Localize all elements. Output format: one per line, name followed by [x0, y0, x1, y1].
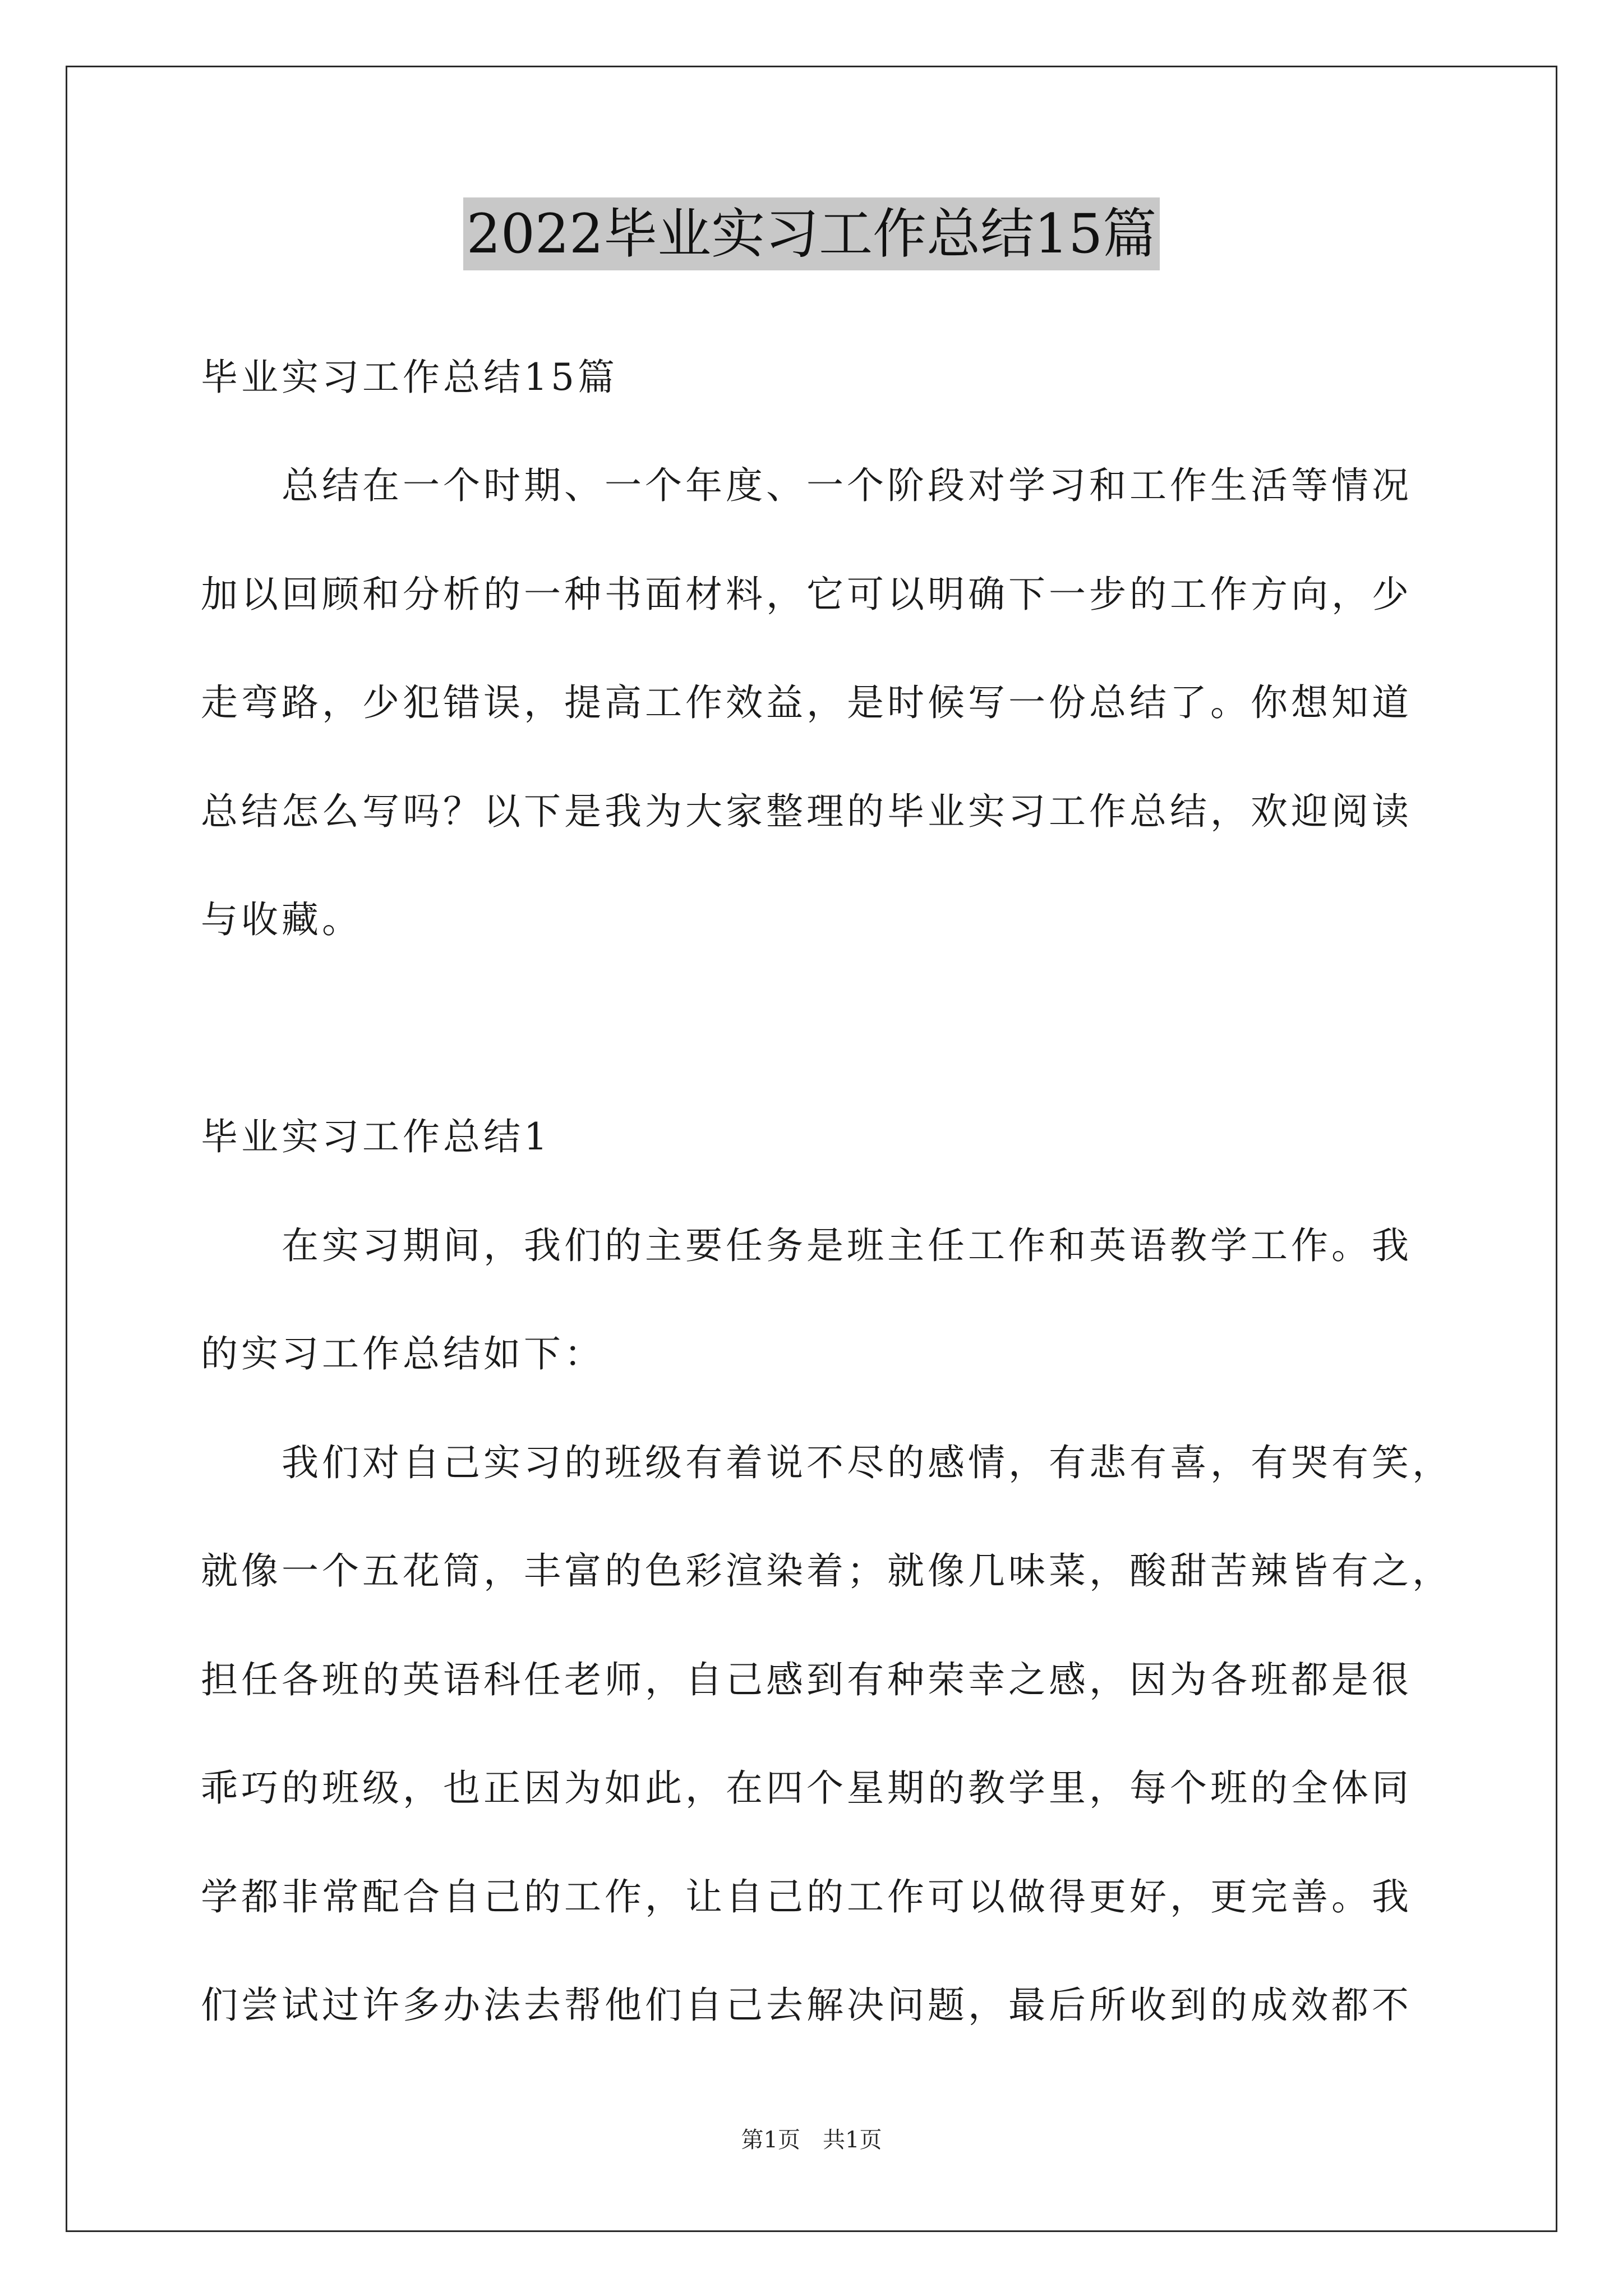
paragraph-line: 在实习期间，我们的主要任务是班主任工作和英语教学工作。我 [282, 1224, 1412, 1267]
paragraph-line: 的实习工作总结如下： [201, 1332, 605, 1375]
paragraph-line: 我们对自己实习的班级有着说不尽的感情，有悲有喜，有哭有笑， [282, 1441, 1453, 1484]
paragraph-line: 们尝试过许多办法去帮他们自己去解决问题，最后所收到的成效都不 [201, 1984, 1412, 2027]
title-container [0, 197, 1623, 270]
paragraph-line: 就像一个五花筒，丰富的色彩渲染着；就像几味菜，酸甜苦辣皆有之， [201, 1549, 1453, 1593]
intro-line: 总结怎么写吗？以下是我为大家整理的毕业实习工作总结，欢迎阅读 [201, 790, 1412, 833]
document-subtitle: 毕业实习工作总结15篇 [201, 356, 618, 399]
intro-line: 与收藏。 [201, 898, 362, 941]
paragraph-line: 乖巧的班级，也正因为如此，在四个星期的教学里，每个班的全体同 [201, 1766, 1412, 1810]
intro-line: 总结在一个时期、一个年度、一个阶段对学习和工作生活等情况 [282, 464, 1412, 507]
section-heading: 毕业实习工作总结1 [201, 1115, 551, 1158]
paragraph-line: 学都非常配合自己的工作，让自己的工作可以做得更好，更完善。我 [201, 1875, 1412, 1918]
document-title: 2022毕业实习工作总结15篇 [463, 197, 1160, 270]
intro-line: 加以回顾和分析的一种书面材料，它可以明确下一步的工作方向，少 [201, 573, 1412, 616]
page-footer: 第1页 共1页 [741, 2127, 882, 2153]
intro-line: 走弯路，少犯错误，提高工作效益，是时候写一份总结了。你想知道 [201, 681, 1412, 724]
paragraph-line: 担任各班的英语科任老师，自己感到有种荣幸之感，因为各班都是很 [201, 1658, 1412, 1701]
